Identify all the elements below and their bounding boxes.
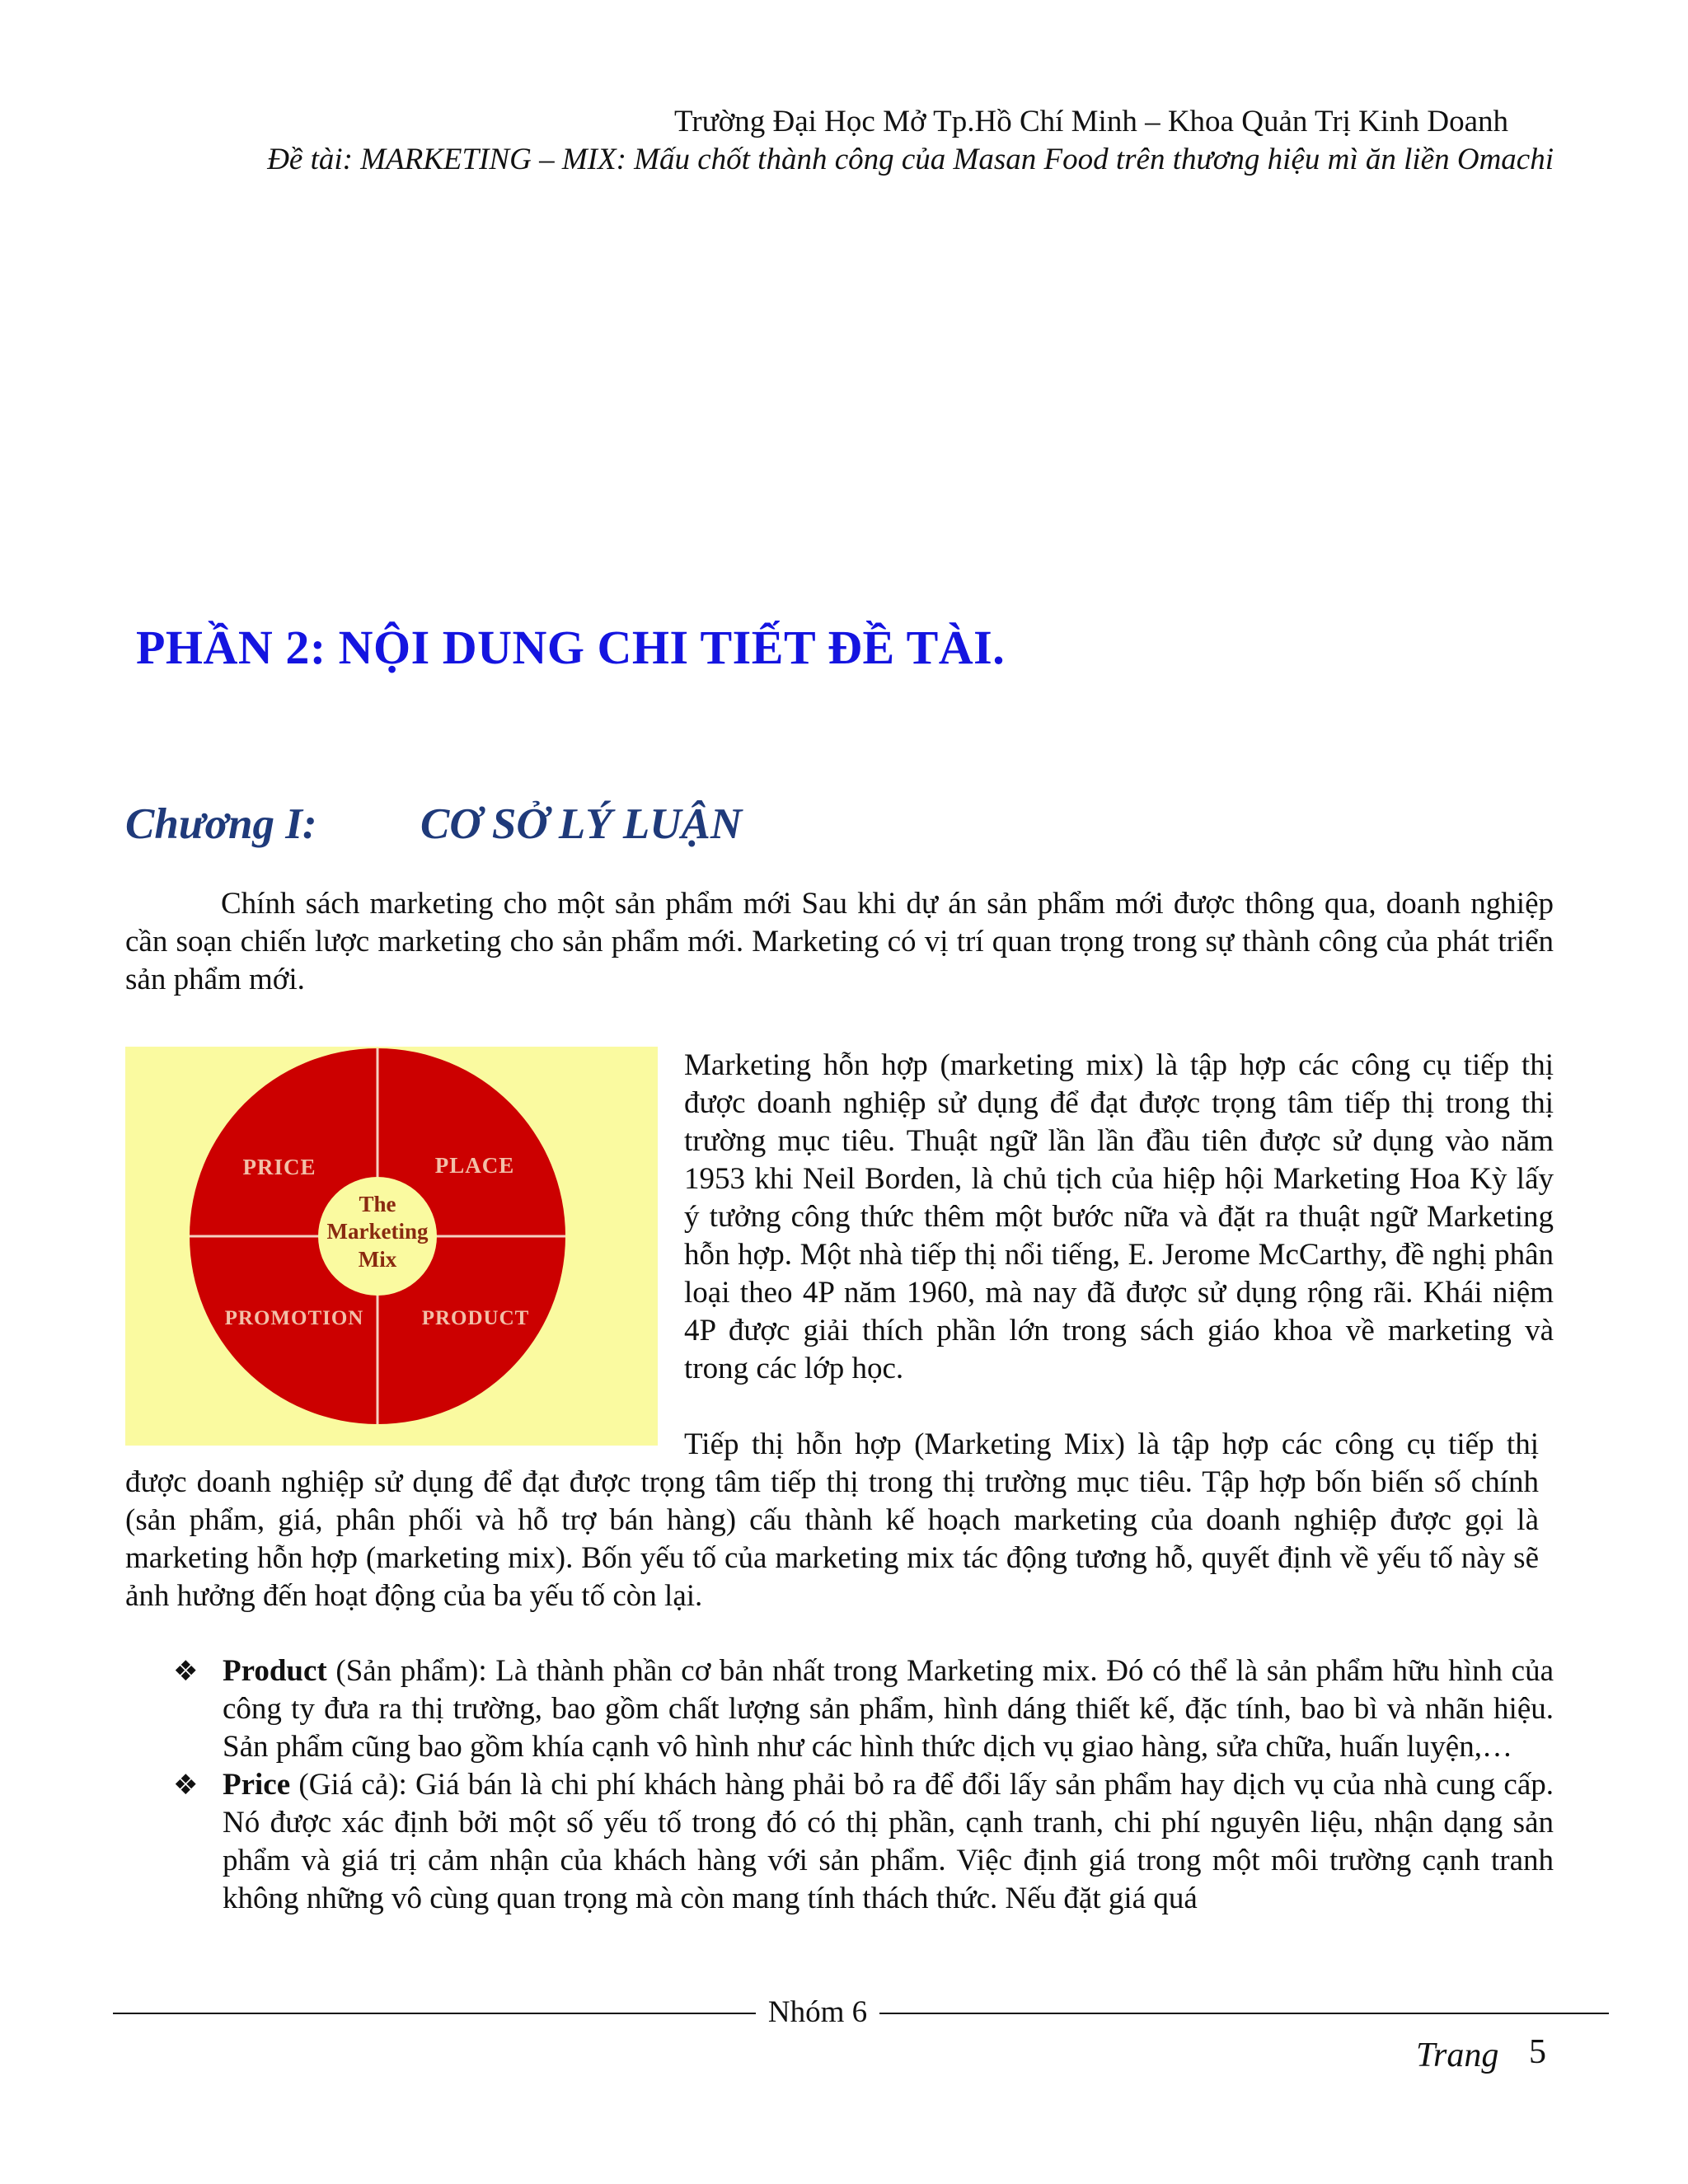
quadrant-price: PRICE [242,1155,316,1179]
diamond-bullet-icon: ❖ [173,1655,199,1688]
part-title: PHẦN 2: NỘI DUNG CHI TIẾT ĐỀ TÀI. [136,621,1006,674]
page-label: Trang [1416,2036,1499,2074]
page-number: 5 [1529,2033,1546,2071]
footer-rule-left [113,2013,756,2014]
center-line-1: The [359,1192,396,1216]
quadrant-product: PRODUCT [421,1307,530,1329]
bullet-item-price [173,1766,1554,1918]
center-line-3: Mix [358,1247,397,1272]
marketing-mix-diagram [125,1047,658,1446]
chapter-label: Chương I: [125,800,317,848]
quadrant-promotion: PROMOTION [224,1307,364,1329]
intro-paragraph: Chính sách marketing cho một sản phẩm mới Sau khi dự án sản phẩm mới được thông qua, doanh nghiệp cần soạn chiến lược marketing cho sản phẩm mới. Marketing có vị trí quan trọng trong sự thành công của phát triển sản phẩm mới. [125,887,1554,996]
bullet-text: (Giá cả): Giá bán là chi phí khách hàng phải bỏ ra để đổi lấy sản phẩm hay dịch vụ của nhà cung cấp. Nó được xác định bởi một số yếu tố trong đó có thị phần, cạnh tranh, chi phí nguyên liệu, nhận dạng sản phẩm và giá trị cảm nhận của khách hàng với sản phẩm. Việc định giá trong một môi trường cạnh tranh không những vô cùng quan trọng mà còn mang tính thách thức. Nếu đặt giá quá [223,1768,1554,1915]
diamond-bullet-icon: ❖ [173,1769,199,1802]
bullet-term: Product [223,1654,327,1688]
bullet-term: Price [223,1768,291,1802]
footer-group: Nhóm 6 [767,1995,868,2029]
header-topic: Đề tài: MARKETING – MIX: Mấu chốt thành công của Masan Food trên thương hiệu mì ăn liền Omachi [267,143,1554,176]
bullet-item-product [173,1652,1554,1766]
chapter-title: CƠ SỞ LÝ LUẬN [420,800,743,848]
header-institution: Trường Đại Học Mở Tp.Hồ Chí Minh – Khoa Quản Trị Kinh Doanh [674,105,1508,138]
center-line-2: Marketing [326,1219,429,1244]
bullet-list [173,1652,1554,1918]
footer-rule-right [879,2013,1609,2014]
bullet-text: (Sản phẩm): Là thành phần cơ bản nhất trong Marketing mix. Đó có thể là sản phẩm hữu hình của công ty đưa ra thị trường, bao gồm chất lượng sản phẩm, hình dáng thiết kế, đặc tính, bao bì và nhãn hiệu. Sản phẩm cũng bao gồm khía cạnh vô hình như các hình thức dịch vụ giao hàng, sửa chữa, huấn luyện,… [223,1654,1554,1764]
marketing-mix-figure [125,1047,658,1446]
quadrant-place: PLACE [434,1153,515,1178]
definition-paragraph: Marketing hỗn hợp (marketing mix) là tập hợp các công cụ tiếp thị được doanh nghiệp sử dụng để đạt được trọng tâm tiếp thị trong thị trường mục tiêu. Thuật ngữ lần lần đầu tiên được sử dụng vào năm 1953 khi Neil Borden, là chủ tịch của hiệp hội Marketing Hoa Kỳ lấy ý tưởng công thức thêm một bước nữa và đặt ra thuật ngữ Marketing hỗn hợp. Một nhà tiếp thị nổi tiếng, E. Jerome McCarthy, đề nghị phân loại theo 4P năm 1960, mà nay đã được sử dụng rộng rãi. Khái niệm 4P được giải thích phần lớn trong sách giáo khoa về marketing và trong các lớp học. [684,1048,1554,1385]
mix-paragraph: Tiếp thị hỗn hợp (Marketing Mix) là tập hợp các công cụ tiếp thị được doanh nghiệp sử dụng để đạt được trọng tâm tiếp thị trong thị trường mục tiêu. Tập hợp bốn biến số chính (sản phẩm, giá, phân phối và hỗ trợ bán hàng) cấu thành kế hoạch marketing của doanh nghiệp được gọi là marketing hỗn hợp (marketing mix). Bốn yếu tố của marketing mix tác động tương hỗ, quyết định về yếu tố này sẽ ảnh hưởng đến hoạt động của ba yếu tố còn lại. [125,1427,1539,1613]
